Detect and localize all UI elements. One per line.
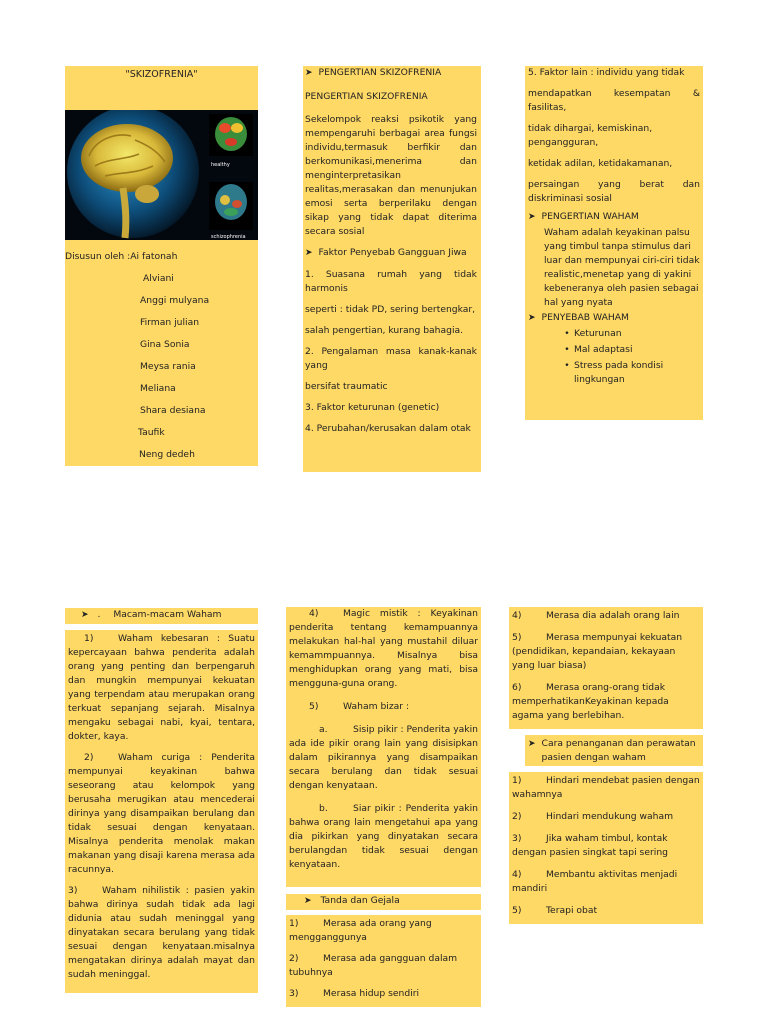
- tanda-gejala-header-panel: [286, 894, 481, 910]
- bullet-dot-icon: •: [564, 344, 570, 355]
- tanda-gejala-panel: [286, 915, 481, 1007]
- factor-line: salah pengertian, kurang bahagia.: [305, 325, 464, 336]
- penanganan-panel: [509, 772, 703, 924]
- section-header-pengertian-waham: PENGERTIAN WAHAM: [541, 211, 639, 222]
- section-header-penanganan: Cara penanganan dan perawatan pasien dengan waham: [541, 738, 696, 763]
- arrowhead-icon: ➤: [305, 248, 313, 258]
- cover-panel: [65, 66, 258, 466]
- section-title: PENGERTIAN SKIZOFRENIA: [305, 91, 428, 102]
- factor-line: ketidak adilan, ketidakamanan,: [528, 158, 673, 169]
- waham-item: 4) Magic mistik : Keyakinan penderita tentang kemampuannya melakukan hal-hal yang mustahil diluar kemammpuannya. Misalnya bisa menghidupkan orang yang mati, bisa mengguna-guna orang.: [289, 608, 478, 689]
- brain-illustration: [65, 110, 258, 240]
- definition-text: realitas,merasakan dan menunjukan emosi serta berperilaku dengan sikap yang tidak dapat diterima secara sosial: [305, 184, 477, 237]
- sign-item: 6) Merasa orang-orang tidak memperhatikanKeyakinan kepada agama yang berlebihan.: [512, 682, 669, 721]
- brochure-title: "SKIZOFRENIA": [125, 69, 198, 80]
- waham-subitem: b. Siar pikir : Penderita yakin bahwa orang lain mengetahui apa yang dia pikirkan yang dinyatakan secara berulangdan tidak sesuai dengan kenyataan.: [289, 803, 478, 870]
- care-item: 1) Hindari mendebat pasien dengan wahamnya: [512, 775, 700, 800]
- author-name: Alviani: [143, 273, 174, 284]
- arrowhead-icon: ➤: [528, 212, 536, 222]
- factor-line: 2. Pengalaman masa kanak-kanak yang: [305, 346, 477, 371]
- definition-text: Sekelompok reaksi psikotik yang mempengaruhi berbagai area fungsi individu,termasuk berfikir dan berkomunikasi,menerima dan menginterpretasikan: [305, 114, 477, 181]
- author-name: Shara desiana: [140, 405, 206, 416]
- factor-line: 3. Faktor keturunan (genetic): [305, 402, 440, 413]
- factor-line: bersifat traumatic: [305, 381, 388, 392]
- macam-waham-panel: [65, 630, 258, 993]
- factor-line: 1. Suasana rumah yang tidak harmonis: [305, 269, 477, 294]
- arrowhead-icon: ➤: [528, 313, 536, 323]
- definition-panel: [303, 66, 481, 472]
- waham-subitem: a. Sisip pikir : Penderita yakin ada ide pikir orang lain yang disisipkan dalam pikirannya yang disampaikan secara berulang dan tidak sesuai dengan kenyataan.: [289, 724, 478, 791]
- author-name: Taufik: [138, 427, 165, 438]
- author-name: Ai fatonah: [130, 251, 178, 262]
- macam-waham-header-panel: ➤ . Macam-macam Waham: [65, 608, 258, 624]
- section-header-tanda-gejala: Tanda dan Gejala: [320, 895, 400, 906]
- cause-list: [528, 327, 700, 387]
- section-header-pengertian: PENGERTIAN SKIZOFRENIA: [318, 67, 442, 78]
- factor-line: mendapatkan kesempatan & fasilitas,: [528, 88, 700, 113]
- waham-item: 3) Waham nihilistik : pasien yakin bahwa dirinya sudah tidak ada lagi didunia atau sudah meninggal yang dinyatakan secara berulang yang tidak sesuai dengan kenyataan.misalnya mengatakan dirinya adalah mayat dan sudah meninggal.: [68, 885, 255, 980]
- caption-schizophrenia: schizophrenia: [211, 234, 246, 240]
- sign-item: 5) Merasa mempunyai kekuatan (pendidikan, kepandaian, kekayaan yang luar biasa): [512, 632, 683, 671]
- waham-item: 5) Waham bizar :: [309, 701, 410, 712]
- factor-line: persaingan yang berat dan diskriminasi sosial: [528, 179, 700, 204]
- waham-item: 2) Waham curiga : Penderita mempunyai keyakinan bahwa seseorang atau kelompok yang berusaha merugikan atau mencederai dirinya yang disampaikan berulang dan tidak sesuai dengan kenyataan. Misalnya penderita menolak makan makanan yang disaji karena merasa ada racunnya.: [68, 752, 255, 875]
- factor-line: seperti : tidak PD, sering bertengkar,: [305, 304, 476, 315]
- list-item: • Stress pada kondisi lingkungan: [560, 359, 700, 387]
- waham-definition-panel: [525, 66, 703, 420]
- care-item: 2) Hindari mendukung waham: [512, 811, 674, 822]
- care-item: 4) Membantu aktivitas menjadi mandiri: [512, 869, 678, 894]
- author-name: Anggi mulyana: [140, 295, 210, 306]
- sign-item: 3) Merasa hidup sendiri: [289, 988, 420, 999]
- sign-item: 4) Merasa dia adalah orang lain: [512, 610, 680, 621]
- factor-line: 5. Faktor lain : individu yang tidak: [528, 67, 685, 78]
- authors-block: [65, 250, 258, 470]
- arrowhead-icon: ➤: [81, 610, 89, 620]
- list-item: • Keturunan: [560, 327, 700, 341]
- waham-continued-panel: [286, 607, 481, 887]
- care-item: 3) Jika waham timbul, kontak dengan pasien singkat tapi sering: [512, 833, 668, 858]
- author-name: Neng dedeh: [139, 449, 195, 460]
- care-item: 5) Terapi obat: [512, 905, 598, 916]
- authors-label: Disusun oleh :: [65, 251, 131, 262]
- section-header-faktor: Faktor Penyebab Gangguan Jiwa: [318, 247, 467, 258]
- waham-item: 1) Waham kebesaran : Suatu kepercayaan bahwa penderita adalah orang yang penting dan berpengaruh dan mungkin mempunyai kekuatan yang terpendam atau merupakan orang terkuat sepanjang sejarah. Misalnya mengaku sebagai nabi, kyai, tentara, dokter, kaya.: [68, 633, 255, 742]
- tanda-gejala-continued-panel: [509, 607, 703, 729]
- bullet-dot-icon: •: [564, 328, 570, 339]
- arrowhead-icon: ➤: [304, 896, 312, 906]
- factor-line: tidak dihargai, kemiskinan, pengangguran,: [528, 123, 653, 148]
- penanganan-header-panel: [525, 735, 703, 766]
- section-header-macam-waham: Macam-macam Waham: [113, 609, 222, 620]
- section-header-penyebab-waham: PENYEBAB WAHAM: [541, 312, 629, 323]
- list-item: • Mal adaptasi: [560, 343, 700, 357]
- bullet-dot-icon: •: [564, 360, 570, 371]
- sign-item: 1) Merasa ada orang yang mengganggunya: [289, 918, 432, 943]
- factor-line: 4. Perubahan/kerusakan dalam otak: [305, 423, 471, 434]
- caption-healthy: healthy: [211, 162, 230, 168]
- arrowhead-icon: ➤: [305, 68, 313, 78]
- author-name: Gina Sonia: [140, 339, 190, 350]
- waham-definition: Waham adalah keyakinan palsu yang timbul tanpa stimulus dari luar dan mempunyai ciri-ciri tidak realistic,menetap yang di yakini kebeneranya oleh pasien sebagai hal yang nyata: [544, 227, 700, 308]
- brain-scan-image: [65, 110, 258, 240]
- author-name: Firman julian: [140, 317, 200, 328]
- author-name: Meliana: [140, 383, 176, 394]
- sign-item: 2) Merasa ada gangguan dalam tubuhnya: [289, 953, 458, 978]
- arrowhead-icon: ➤: [528, 739, 536, 749]
- author-name: Meysa rania: [140, 361, 196, 372]
